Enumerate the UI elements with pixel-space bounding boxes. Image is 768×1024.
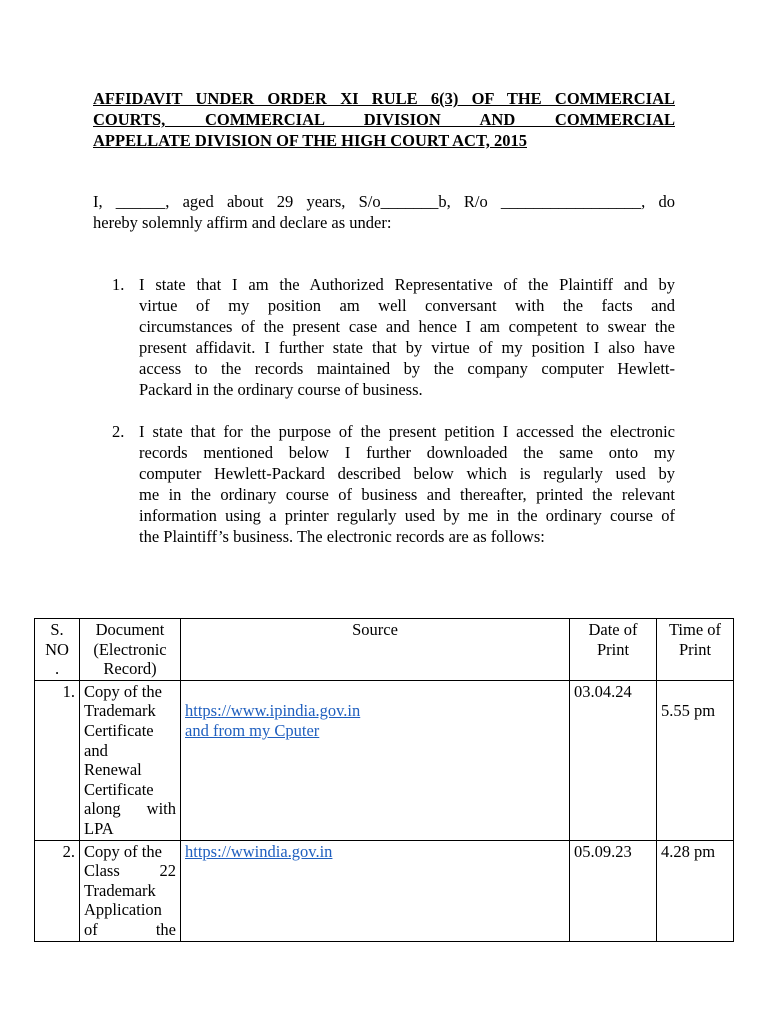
header-text: (Electronic — [93, 639, 167, 659]
statement-item-2 — [112, 421, 675, 547]
cell-sno: 2. — [35, 840, 80, 941]
header-text: NO — [45, 639, 69, 659]
header-date — [570, 619, 657, 681]
statement-line: the Plaintiff’s business. The electronic records are as follows: — [139, 527, 545, 546]
cell-time — [657, 680, 734, 840]
source-link[interactable]: https://wwindia.gov.in — [185, 841, 333, 861]
statement-line: present affidavit. I further state that by virtue of my position I also have — [139, 338, 675, 357]
cell-sno: 1. — [35, 680, 80, 840]
header-text: . — [54, 659, 60, 679]
header-text: Date of — [588, 620, 638, 639]
cell-text: Certificate — [84, 720, 154, 740]
statement-number: 2. — [112, 422, 125, 441]
cell-date: 05.09.23 — [570, 840, 657, 941]
statement-line: me in the ordinary course of business and thereafter, printed the relevant — [139, 485, 675, 504]
cell-text: of the — [84, 919, 176, 939]
statement-list — [112, 274, 675, 568]
source-link[interactable]: https://www.ipindia.gov.in — [185, 701, 361, 721]
cell-text: LPA — [84, 818, 114, 838]
cell-spacer — [185, 682, 565, 702]
cell-source — [181, 680, 570, 840]
header-document — [80, 619, 181, 681]
header-text: Print — [596, 639, 630, 659]
electronic-records-table — [34, 618, 734, 942]
header-text: Time of — [668, 620, 722, 639]
intro-line-1: I, ______, aged about 29 years, S/o_______b, R/o _________________, do — [93, 192, 675, 211]
table-row — [35, 680, 734, 840]
cell-document — [80, 680, 181, 840]
statement-line: information using a printer regularly used by me in the ordinary course of — [139, 506, 675, 525]
header-text: Record) — [103, 659, 157, 679]
cell-text: Certificate — [84, 779, 154, 799]
statement-line: records mentioned below I further downloaded the same onto my — [139, 443, 675, 462]
cell-text: and — [84, 740, 108, 760]
cell-text: Trademark — [84, 701, 156, 721]
statement-line: virtue of my position am well conversant with the facts and — [139, 296, 675, 315]
header-text: S. — [50, 620, 64, 639]
cell-text: Application — [84, 900, 162, 920]
title-line-1: AFFIDAVIT UNDER ORDER XI RULE 6(3) OF THE COMMERCIAL — [93, 89, 675, 108]
source-link[interactable]: and from my Cputer — [185, 720, 320, 740]
cell-date: 03.04.24 — [570, 680, 657, 840]
cell-source — [181, 840, 570, 941]
title-line-3: APPELLATE DIVISION OF THE HIGH COURT ACT, 2015 — [93, 131, 527, 150]
cell-text: Class 22 — [84, 861, 176, 881]
statement-line: computer Hewlett-Packard described below which is regularly used by — [139, 464, 675, 483]
cell-text: Trademark — [84, 880, 156, 900]
header-time — [657, 619, 734, 681]
header-sno — [35, 619, 80, 681]
table-header-row — [35, 619, 734, 681]
cell-text: Renewal — [84, 760, 142, 780]
table-row — [35, 840, 734, 941]
header-source — [181, 619, 570, 681]
document-title — [93, 88, 675, 151]
statement-number: 1. — [112, 275, 125, 294]
intro-line-2: hereby solemnly affirm and declare as under: — [93, 213, 392, 232]
statement-item-1 — [112, 274, 675, 400]
cell-text: along with — [84, 799, 176, 819]
statement-line: circumstances of the present case and hence I am competent to swear the — [139, 317, 675, 336]
statement-line: Packard in the ordinary course of business. — [139, 380, 423, 399]
statement-line: access to the records maintained by the company computer Hewlett- — [139, 359, 675, 378]
title-line-2: COURTS, COMMERCIAL DIVISION AND COMMERCIAL — [93, 110, 675, 129]
header-text: Print — [678, 639, 712, 659]
cell-text: Copy of the — [84, 681, 162, 701]
cell-spacer — [661, 682, 729, 702]
header-text: Document — [95, 620, 165, 639]
statement-line: I state that I am the Authorized Representative of the Plaintiff and by — [139, 275, 675, 294]
cell-document — [80, 840, 181, 941]
intro-paragraph — [93, 191, 675, 233]
header-text: Source — [352, 620, 398, 639]
cell-time: 4.28 pm — [657, 840, 734, 941]
statement-line: I state that for the purpose of the present petition I accessed the electronic — [139, 422, 675, 441]
cell-text: Copy of the — [84, 841, 162, 861]
cell-text: 5.55 pm — [661, 701, 716, 721]
